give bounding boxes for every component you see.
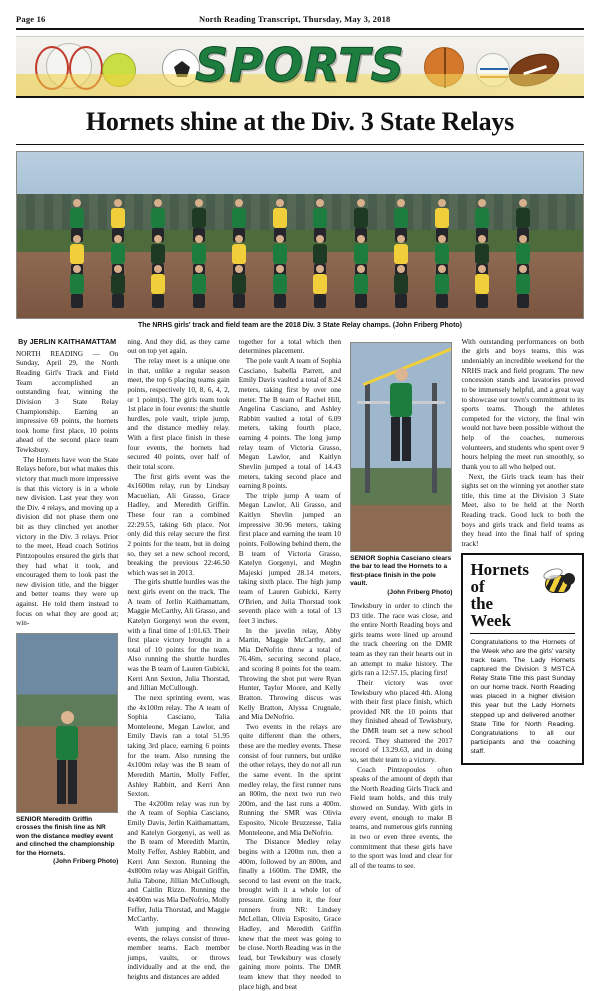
- headline-rule: [16, 144, 584, 145]
- paragraph: Coach Pintzopoulos often speaks of the amount of depth that the North Reading Girls Track and Field team holds, and this truly showed on Sunday. With girls in every event, enough to make B teams, and numerous girls running in two or even three events, the commitment that these girls have to the sport was loud and clear for all of the teams to see.: [350, 764, 453, 870]
- photo-team-row: [69, 265, 531, 308]
- column-4: [350, 337, 452, 991]
- main-photo-caption: [16, 322, 584, 331]
- paragraph: With jumping and throwing events, the relays consist of three-member teams. Each member jumps, vaults, or throws individually and at the end, the heights and distances are added: [127, 923, 230, 981]
- paragraph: The first girls event was the 4x1600m relay, run by Lindsay Macuelian, Ali Grasso, Grace Hadley, and Meredith Griffin. These four ran a combined 22:29.55, taking 6th place. Not only did this relay secure the first 2 points for the team, but in doing so, they set a new school record, breaking the previous 22:46.50 which was set in 2013.: [127, 471, 230, 577]
- paragraph: The pole vault A team of Sophia Casciano, Isabella Parrett, and Emily Davis vaulted a total of 8.24 meters, taking first by over one meter. The B team of Rachel Hill, Angelina Casciano, and Ashley Rabbitt vaulted a total of 6.09 meters, taking fourth place, earning 4 points. The long jump relay team of Victoria Grasso, Megan Lawlor, and Kaitlyn Shevlin jumped a total of 14.43 meters, taking second place and earning 8 points.: [238, 356, 342, 491]
- paragraph: The Hornets have won the State Relays before, but what makes this victory that much more impressive is that this victory is in a whole new division. Last year they won the Div. 4 relays, and moving up a division did not phase them one bit as they clinched yet another victory in the Div. 3 relays. Prior to the meet, Head coach Sotirios Pintzopoulos ensured the girls that they had what it took, and encouraged them to look past the new division title, and the bigger and better teams they were up against. He told them instead to focus on what they are good at; win-: [16, 454, 119, 628]
- caption-text: SENIOR Sophia Casciano clears the bar to lead the Hornets to a first-place finish in the pole vault.: [350, 554, 452, 588]
- column-3: [239, 337, 341, 991]
- vault-standard-right: [432, 383, 437, 493]
- paragraph: Next, the Girls track team has their sights set on the winning yet another state title, this time at the Division 3 State Meet, also to be held at the North Reading track. Good luck to both the boys and girls track and field teams as they head into the final half of spring track!: [461, 471, 584, 548]
- hotw-header: [470, 561, 575, 634]
- paragraph: The girls shuttle hurdles was the next girls event on the track. The A team of Jerlin Kaithamattam, Maggie McCarthy, Ali Grasso, and Katelyn Gorgenyi won the event, with a final time of 1:01.63. Their first place victory brought in a total of 10 points for the team. Also running the shuttle hurdles was the B team of Lauren Gubicki, Kerri Ann Sexton, Julia Thorstad, and Jillian McCullough.: [127, 577, 230, 693]
- hotw-title: [470, 561, 529, 630]
- article-columns: [16, 337, 584, 991]
- caption-text: SENIOR Meredith Griffin crosses the finish line as NR won the distance medley event and clinched the championship for the Hornets.: [16, 815, 115, 857]
- paragraph: The relay meet is a unique one in that, unlike a regular season meet, the top 6 placing teams gain points, respectively 10, 8, 6, 4, 2, or 1 point(s). The girls team took 1st place in four events: the shuttle hurdles, pole vault, triple jump, and the distance medley relay. With a first place finish in these four events, the hornets had secured 40 points, over half of their total score.: [127, 356, 230, 471]
- paragraph: The triple jump A team of Megan Lawlor, Ali Grasso, and Kaitlyn Shevlin jumped an impressive 30.96 meters, taking first place and earning the team 10 points. Following behind them, the B team of Victoria Grasso, Katelyn Gorgenyi, and Meghn Majeski jumped 28.14 meters, taking sixth place. The high jump team of Lauren Gubicki, Kerry O'Brien, and Julia Thorstad took seventh place with a total of 13 feet 3 inches.: [238, 490, 342, 625]
- main-team-photo: [16, 151, 584, 319]
- column-5: [461, 337, 584, 991]
- paragraph: The 4x200m relay was run by the A team of Sophia Casciano, Emily Davis, Jerlin Kaithamattam, and Katelyn Gorgenyi, as well as the B team of Meredith Martin, Molly Feffer, Ashley Rabbitt, and Kerri Ann Sexton. Running the 4x800m relay was Abigail Griffin, Julia Tabone, Jillian McCullough, and Caitlin Rizzo. Running the 4x400m was Mia DeNofrio, Molly Feffer, Julia Thorstad, and Maggie McCarthy.: [127, 798, 230, 924]
- hotw-title-line2: the Week: [470, 594, 512, 631]
- page-number: Page 16: [16, 14, 46, 24]
- hornets-of-the-week-box: [461, 553, 584, 766]
- column-2: [127, 337, 229, 991]
- banner-title: SPORTS: [195, 37, 405, 92]
- paragraph: ning. And they did, as they came out on top yet again.: [127, 336, 230, 356]
- paragraph: The next sprinting event, was the 4x100m relay. The A team of Sophia Casciano, Talia Monteleone, Megan Lawlor, and Emily Davis ran a total 51.95 taking 3rd place, earning 6 points for the team. Also running the 4x100m relay was the B team of Meredith Martin, Molly Feffer, Ashley Rabbitt, and Kerri Ann Sexton.: [127, 692, 230, 799]
- hotw-body-text: Congratulations to the Hornets of the Week who are the girls' varsity track team. The Lady Hornets captured the Division 3 MSTCA Relay State Title this past Sunday on our home track. North Reading was placed in a higher division this year but the Lady Hornets stepped up and delivered another State Title for North Reading. Congratulations to all our participants and the coaching staff.: [470, 638, 575, 755]
- paragraph: NORTH READING — On Sunday, April 29, the North Reading Girl's Track and Field Team accomplished an outstanding feat, winning the Division 3 State Relay Championship. Earning an impressive 69 points, the hornets took home first place, 10 points ahead of the second place team Tewksbury.: [16, 348, 119, 454]
- caption-text: The NRHS girls' track and field team are the 2018 Div. 3 State Relay champs.: [137, 322, 391, 329]
- paragraph: Two events in the relays are quite different than the others, these are the medley events. These consist of four runners, but unlike the other relays, they do not all run the same event. In the sprint medley relay, the first runner runs an 800m, the next two run two 200m, and the last runs a 400m. Running the SMR was Olivia Esposito, Nicole Bruzzesse, Talia Monteleone, and Mia DeNofrio.: [238, 721, 342, 837]
- pole-vault-photo-caption: [350, 555, 452, 597]
- paragraph: The Distance Medley relay begins with a 1200m run, then a 400m, followed by an 800m, and finally a 1600m. The DMR, the second to last event on the track, brought with it a whole lot of pressure. Going into it, the four runners from NR: Lindsey McLellan, Olivia Esposito, Grace Hadley, and Meredith Griffin knew that the meet was going to be close. North Reading was in the lead, but Tewksbury was closely gaining more points. The DMR team knew that they needed to place high, and beat: [238, 837, 342, 991]
- photo-credit: (John Friberg Photo): [387, 588, 453, 596]
- runner-photo: [16, 633, 118, 813]
- pole-vault-photo: [350, 342, 452, 552]
- article-byline: By JERLIN KAITHAMATTAM: [18, 336, 117, 346]
- article-headline: Hornets shine at the Div. 3 State Relays: [85, 107, 515, 136]
- header-rule: [16, 28, 584, 30]
- paragraph: Their victory was over Tewksbury who placed 4th. Along with their first place finish, which provided NR the 10 points that they finished ahead of Tewksbury, the DMR team set a new school record. They shattered the 2017 record of 13.29.63, and in doing so, set their team to a victory.: [350, 677, 453, 764]
- photo-credit: (John Friberg Photo): [392, 322, 463, 329]
- sports-banner: [16, 36, 584, 98]
- paragraph: Tewksbury in order to clinch the D3 title. The race was close, and the entire North Reading boys and girls teams were lined up around the track cheering on the DMR team as they ran their hearts out in an attempt to make history. The girls ran a 12:57.15, placing first!: [350, 600, 453, 678]
- photo-credit: (John Friberg Photo): [53, 858, 119, 866]
- hornet-mascot-icon: [529, 561, 575, 597]
- hotw-title-line1: Hornets of: [470, 559, 529, 596]
- paragraph: In the javelin relay, Abby Martin, Maggie McCarthy, and Mia DeNofrio threw a total of 76.46m, securing second place, and scoring 8 points for the team. Throwing the shot put were Ryan Hunter, Taylor Moore, and Kelly Bratton. Throwing discus was Kelly Bratton, Alyssa Crugnale, and Mia DeNofrio.: [238, 625, 342, 722]
- publication-line: North Reading Transcript, Thursday, May 3, 2018: [199, 14, 391, 24]
- paragraph: With outstanding performances on both the girls and boys teams, this was undeniably an incredible weekend for the NRHS track and field program. The new concession stands and lavatories proved to be immensely helpful, and a great way to showcase our town's commitment to its sports teams. Though the athletes competed for the victory, the final win would not have been possible without the help of the coaches, numerous volunteers, and students who spent over 9 hours helping the meet run smoothly, so thank you to all who helped out.: [461, 336, 584, 471]
- runner-figure: [56, 711, 78, 804]
- vault-standard-left: [365, 383, 370, 493]
- runner-photo-caption: [16, 816, 118, 867]
- photo-team-group: [69, 200, 531, 308]
- vaulter-figure: [390, 368, 412, 461]
- column-1: [16, 337, 118, 991]
- paragraph: together for a total which then determines placement.: [238, 336, 342, 356]
- running-head: [16, 14, 584, 28]
